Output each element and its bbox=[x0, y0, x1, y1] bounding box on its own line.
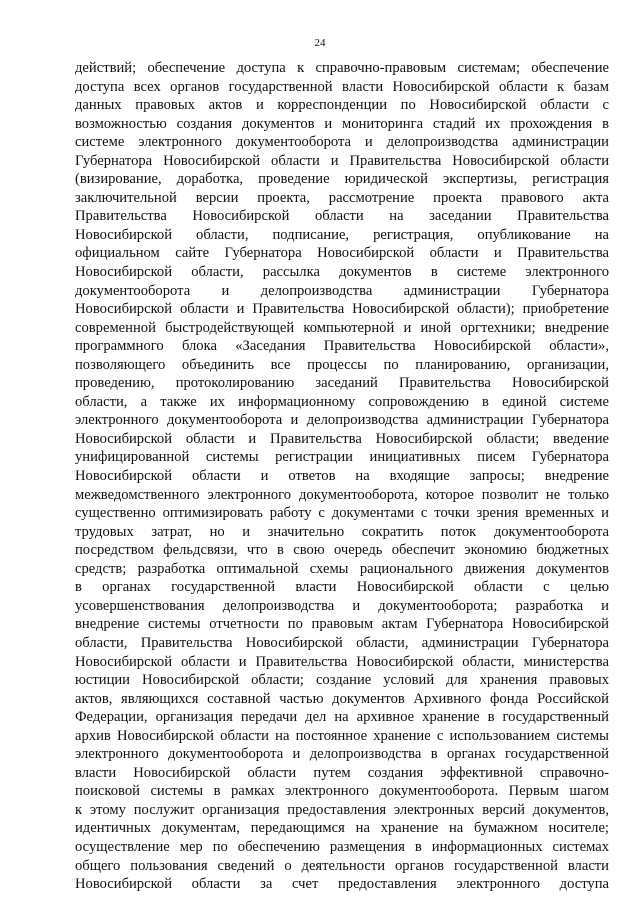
text-line: области, Правительства Новосибирской области, администрации Губернатора bbox=[75, 634, 609, 651]
text-line: усовершенствования делопроизводства и документооборота; разработка и bbox=[75, 597, 609, 614]
text-line: позволяющего объединить все процессы по планированию, организации, bbox=[75, 356, 609, 373]
text-line: власти Новосибирской области путем создания эффективной справочно- bbox=[75, 764, 609, 781]
text-line: документооборота и делопроизводства администрации Губернатора bbox=[75, 282, 609, 299]
text-line: трудовых затрат, но и значительно сократить поток документооборота bbox=[75, 523, 609, 540]
text-line: Новосибирской области за счет предоставления электронного доступа bbox=[75, 876, 609, 893]
text-line: электронного документооборота и делопроизводства администрации Губернатора bbox=[75, 412, 609, 429]
text-line: в органах государственной власти Новосибирской области с целью bbox=[75, 579, 609, 596]
text-line: заключительной версии проекта, рассмотрение проекта правового акта bbox=[75, 189, 609, 206]
text-line: юстиции Новосибирской области; создание условий для хранения правовых bbox=[75, 672, 609, 689]
text-line: актов, являющихся составной частью документов Архивного фонда Российской bbox=[75, 690, 609, 707]
text-line: общего пользования сведений о деятельности органов государственной власти bbox=[75, 857, 609, 874]
body-text bbox=[75, 59, 609, 894]
text-line: средств; разработка оптимальной схемы рационального движения документов bbox=[75, 560, 609, 577]
text-line: программного блока «Заседания Правительства Новосибирской области», bbox=[75, 338, 609, 355]
text-line: поисковой системы в рамках электронного документооборота. Первым шагом bbox=[75, 783, 609, 800]
text-line: посредством фельдсвязи, что в свою очередь обеспечит экономию бюджетных bbox=[75, 542, 609, 559]
text-line: Новосибирской области и Правительства Новосибирской области, министерства bbox=[75, 653, 609, 670]
text-line: унифицированной системы регистрации инициативных писем Губернатора bbox=[75, 449, 609, 466]
text-line: действий; обеспечение доступа к справочно-правовым системам; обеспечение bbox=[75, 60, 609, 76]
text-line: внедрение системы отчетности по правовым актам Губернатора Новосибирской bbox=[75, 616, 609, 633]
text-line: осуществление мер по обеспечению размещения в информационных системах bbox=[75, 838, 609, 855]
text-line: доступа всех органов государственной власти Новосибирской области к базам bbox=[75, 78, 609, 95]
text-line: проведению, протоколированию заседаний Правительства Новосибирской bbox=[75, 375, 609, 392]
text-line: данных правовых актов и корреспонденции по Новосибирской области с bbox=[75, 97, 609, 114]
page-number: 24 bbox=[314, 37, 326, 49]
text-line: Новосибирской области, рассылка документов в системе электронного bbox=[75, 264, 609, 281]
text-line: Новосибирской области, подписание, регистрация, опубликование на bbox=[75, 226, 609, 243]
text-line: (визирование, доработка, проведение юридической экспертизы, регистрация bbox=[75, 171, 609, 188]
text-line: межведомственного электронного документооборота, которое позволит не только bbox=[75, 486, 609, 503]
text-line: системе электронного документооборота и делопроизводства администрации bbox=[75, 134, 609, 151]
text-line: Губернатора Новосибирской области и Правительства Новосибирской области bbox=[75, 152, 609, 169]
text-line: возможностью создания документов и мониторинга стадий их прохождения в bbox=[75, 115, 609, 132]
text-line: Новосибирской области и ответов на входящие запросы; внедрение bbox=[75, 468, 609, 485]
text-line: идентичных документам, передающимся на хранение на бумажном носителе; bbox=[75, 820, 609, 837]
text-line: области, а также их информационному сопровождению в единой системе bbox=[75, 393, 609, 410]
text-line: архив Новосибирской области на постоянное хранение с использованием системы bbox=[75, 727, 609, 744]
text-line: Федерации, организация передачи дел на архивное хранение в государственный bbox=[75, 709, 609, 726]
text-line: современной быстродействующей компьютерной и иной оргтехники; внедрение bbox=[75, 319, 609, 336]
text-line: официальном сайте Губернатора Новосибирской области и Правительства bbox=[75, 245, 609, 262]
text-line: электронного документооборота и делопроизводства в органах государственной bbox=[75, 746, 609, 763]
text-line: Новосибирской области и Правительства Новосибирской области; введение bbox=[75, 430, 609, 447]
text-line: существенно оптимизировать работу с документами с точки зрения временных и bbox=[75, 505, 609, 522]
text-line: Правительства Новосибирской области на заседании Правительства bbox=[75, 208, 609, 225]
text-line: к этому послужит организация предоставления электронных версий документов, bbox=[75, 801, 609, 818]
text-line: Новосибирской области и Правительства Новосибирской области); приобретение bbox=[75, 301, 609, 318]
